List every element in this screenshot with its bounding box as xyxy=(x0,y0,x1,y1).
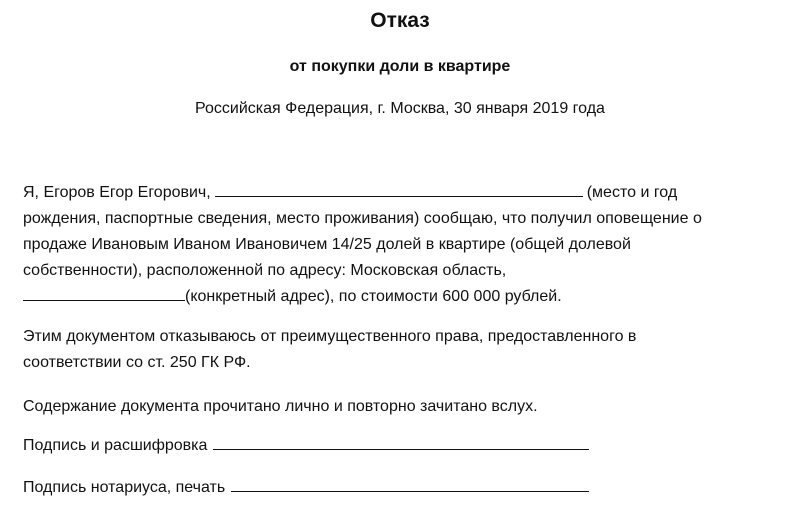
address-price-text: (конкретный адрес), по стоимости 600 000 рублей. xyxy=(185,288,562,305)
birth-passport-residence-blank xyxy=(215,181,583,197)
notice-line-4: собственности), расположенной по адресу: Московская область, xyxy=(23,262,507,279)
signature-label: Подпись и расшифровка xyxy=(23,437,208,454)
declarant-name-text: Я, Егоров Егор Егорович, xyxy=(23,184,211,201)
read-aloud-paragraph: Содержание документа прочитано лично и повторно зачитано вслух. xyxy=(23,398,538,415)
blank-hint-text: (место и год xyxy=(586,184,678,201)
notary-row xyxy=(23,475,793,501)
refusal-line-2: соответствии со ст. 250 ГК РФ. xyxy=(23,354,251,371)
notice-line-5 xyxy=(23,284,793,310)
notice-paragraph xyxy=(23,180,793,310)
refusal-paragraph xyxy=(23,324,793,376)
address-blank xyxy=(23,285,185,301)
refusal-line-1: Этим документом отказываюсь от преимущественного права, предоставленного в xyxy=(23,328,637,345)
signature-row xyxy=(23,433,793,459)
document-title: Отказ xyxy=(370,9,430,32)
notice-line-3: продаже Ивановым Иваном Ивановичем 14/25 долей в квартире (общей долевой xyxy=(23,236,631,253)
notice-line-1 xyxy=(23,180,793,206)
notary-signature-blank xyxy=(231,476,589,492)
notary-label: Подпись нотариуса, печать xyxy=(23,479,226,496)
place-date-line: Российская Федерация, г. Москва, 30 января 2019 года xyxy=(195,100,605,117)
notice-line-2: рождения, паспортные сведения, место проживания) сообщаю, что получил оповещение о xyxy=(23,210,702,227)
document-subtitle: от покупки доли в квартире xyxy=(289,58,511,75)
signature-blank xyxy=(213,434,589,450)
